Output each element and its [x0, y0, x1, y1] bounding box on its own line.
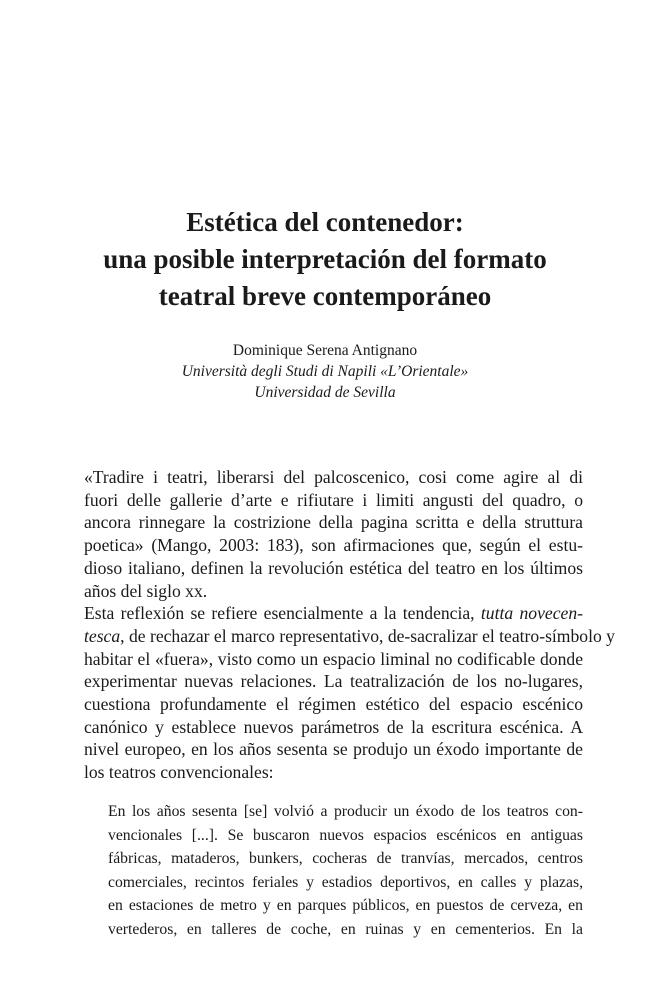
quote-line: vencionales [...]. Se buscaron nuevos espacios escénicos en antiguas — [108, 826, 583, 844]
quote-line: En los años sesenta [se] volvió a producir un éxodo de los teatros con- — [108, 803, 583, 820]
title-line-2: una posible interpretación del formato — [103, 244, 547, 275]
paragraph-text: , de rechazar el marco representativo, de-sacralizar el teatro-símbolo y — [120, 625, 615, 646]
paragraph-line: dioso italiano, definen la revolución estética del teatro en los últimos — [84, 557, 583, 578]
paragraph-line: «Tradire i teatri, liberarsi del palcoscenico, cosi come agire al di — [84, 467, 583, 487]
paragraph-line: habitar el «fuera», visto como un espacio liminal no codificable donde — [84, 648, 583, 669]
title-line-3: teatral breve contemporáneo — [158, 281, 492, 312]
quote-line: en estaciones de metro y en parques públicos, en puestos de cerveza, en — [108, 897, 583, 914]
chapter-title — [40, 204, 610, 315]
paragraph-1 — [57, 466, 583, 602]
author-name: Dominique Serena Antignano — [232, 342, 418, 359]
paragraph-line — [57, 602, 583, 625]
paragraph-line: cuestiona profundamente el régimen estético del espacio escénico — [84, 694, 583, 715]
paragraph-line — [57, 625, 615, 648]
body-text — [57, 466, 615, 784]
block-quote — [108, 800, 583, 941]
author-affiliation-2: Universidad de Sevilla — [254, 384, 396, 401]
paragraph-line: experimentar nuevas relaciones. La teatralización de los no-lugares, — [84, 671, 583, 692]
paragraph-line: fuori delle gallerie d’arte e rifiutare i limiti angusti del quadro, o — [84, 489, 583, 510]
italic-phrase: tesca — [84, 625, 121, 646]
paragraph-line: ancora rinnegare la costrizione della pagina scritta e della struttura — [84, 512, 583, 533]
quote-line: vertederos, en talleres de coche, en ruinas y en cementerios. En la — [108, 920, 583, 938]
author-affiliation-1: Università degli Studi di Napili «L’Orientale» — [181, 363, 469, 380]
paragraph-line: poetica» (Mango, 2003: 183), son afirmaciones que, según el estu- — [84, 535, 583, 556]
paragraph-line: años del siglo xx. — [84, 580, 208, 601]
title-line-1: Estética del contenedor: — [186, 207, 464, 238]
paragraph-2 — [57, 602, 615, 784]
italic-phrase: tutta novecen- — [480, 603, 583, 624]
paragraph-line: canónico y establece nuevos parámetros de la escritura escénica. A — [84, 716, 583, 737]
quote-line: fábricas, mataderos, bunkers, cocheras de tranvías, mercados, centros — [108, 850, 583, 867]
paragraph-line: los teatros convencionales: — [84, 762, 274, 783]
paragraph-text: Esta reflexión se refiere esencialmente a la tendencia, — [84, 603, 481, 624]
quote-line: comerciales, recintos feriales y estadios deportivos, en calles y plazas, — [108, 873, 583, 891]
author-block — [40, 340, 610, 403]
paragraph-line: nivel europeo, en los años sesenta se produjo un éxodo importante de — [84, 739, 583, 760]
